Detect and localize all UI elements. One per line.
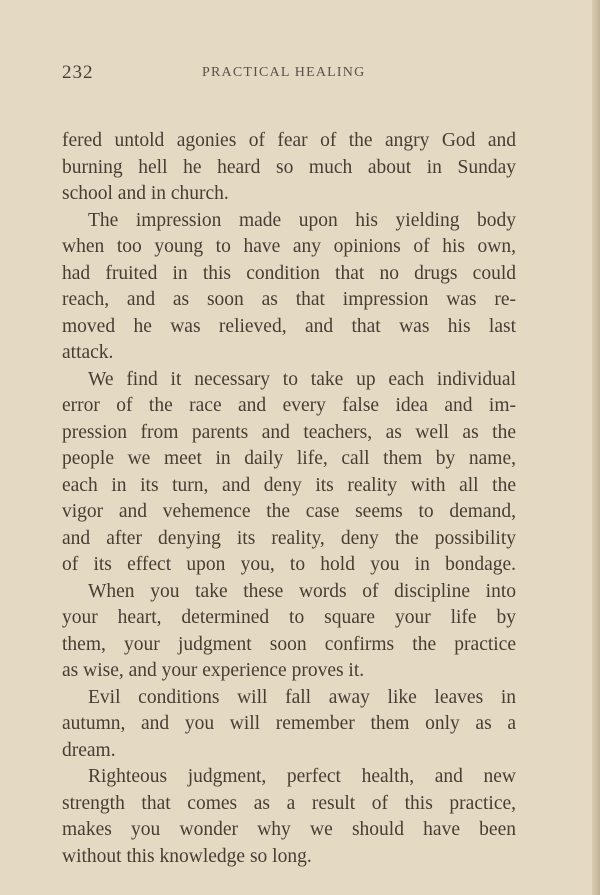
text-line: Evil conditions will fall away like leaves in [88, 686, 516, 708]
page-header [62, 62, 516, 86]
page-body-text [62, 128, 516, 870]
text-line: had fruited in this condition that no drugs could [62, 262, 516, 284]
text-line: burning hell he heard so much about in Sunday [62, 156, 516, 178]
text-line: school and in church. [62, 183, 229, 204]
text-line: without this knowledge so long. [62, 845, 312, 867]
page-edge [592, 0, 600, 895]
text-line: autumn, and you will remember them only as a [62, 713, 516, 734]
text-line: makes you wonder why we should have been [62, 819, 516, 840]
text-line: strength that comes as a result of this practice, [62, 792, 516, 814]
text-line: The impression made upon his yielding body [88, 209, 516, 231]
text-line: of its effect upon you, to hold you in bondage. [62, 554, 516, 575]
text-line: pression from parents and teachers, as well as the [62, 421, 516, 443]
running-title: PRACTICAL HEALING [202, 65, 366, 80]
text-line: fered untold agonies of fear of the angry God and [62, 130, 516, 151]
text-line: and after denying its reality, deny the possibility [62, 527, 516, 549]
text-line: moved he was relieved, and that was his last [62, 315, 516, 337]
text-line: When you take these words of discipline into [88, 580, 516, 602]
text-line: reach, and as soon as that impression was re- [62, 289, 516, 310]
text-line: error of the race and every false idea and im- [62, 395, 516, 416]
text-line: attack. [62, 342, 114, 363]
text-line: as wise, and your experience proves it. [62, 660, 365, 681]
text-line: Righteous judgment, perfect health, and new [88, 766, 516, 787]
text-line: dream. [62, 739, 116, 761]
text-line: We find it necessary to take up each individual [88, 368, 516, 390]
text-line: them, your judgment soon confirms the practice [62, 633, 516, 655]
text-line: people we meet in daily life, call them by name, [62, 448, 516, 469]
page-number: 232 [62, 62, 94, 83]
text-line: vigor and vehemence the case seems to demand, [62, 501, 516, 522]
text-line: when too young to have any opinions of his own, [62, 236, 516, 257]
text-line: each in its turn, and deny its reality with all the [62, 474, 516, 496]
text-line: your heart, determined to square your life by [62, 607, 516, 628]
